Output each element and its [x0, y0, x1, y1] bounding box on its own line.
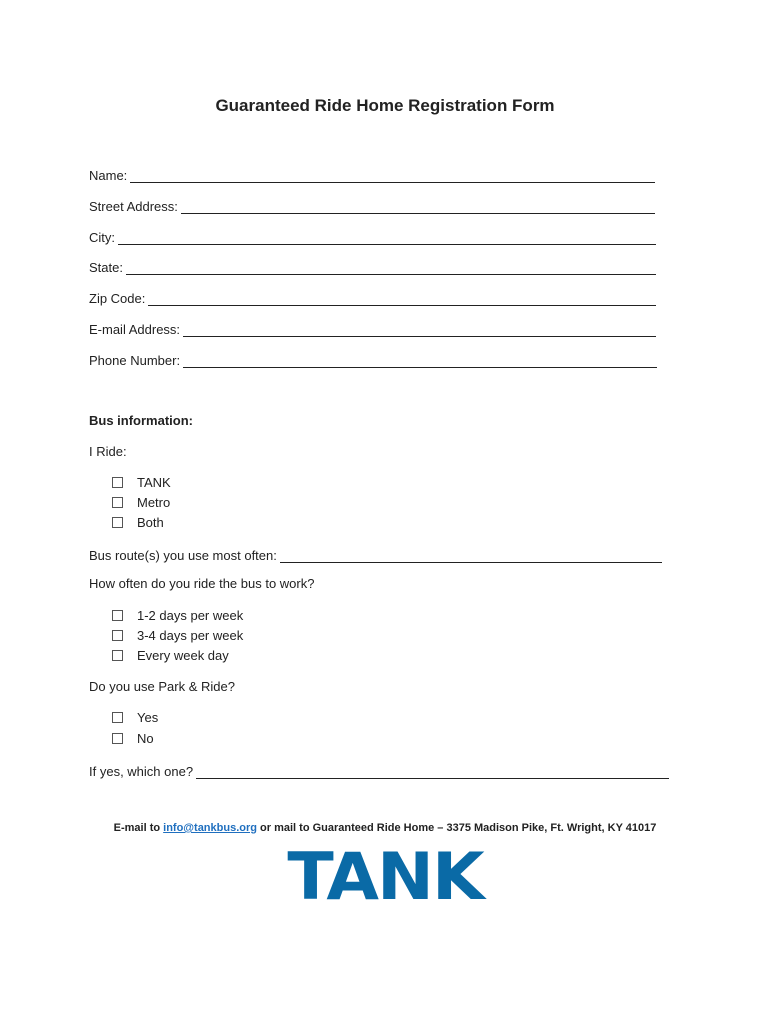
email-field[interactable]: [89, 319, 656, 337]
name-line[interactable]: [130, 168, 655, 183]
option-label: Metro: [137, 495, 171, 510]
phone-field[interactable]: [89, 350, 657, 368]
option-label: Every week day: [137, 648, 229, 663]
checkbox[interactable]: [112, 517, 123, 528]
option-label: No: [137, 731, 154, 746]
which-one-field[interactable]: [89, 761, 669, 779]
which-one-label: If yes, which one?: [89, 764, 194, 779]
page-title: Guaranteed Ride Home Registration Form: [215, 96, 555, 115]
footer-prefix: E-mail to: [113, 822, 164, 834]
option-label: 1-2 days per week: [137, 608, 244, 623]
park-ride-question: Do you use Park & Ride?: [89, 679, 235, 694]
park-ride-no[interactable]: [112, 731, 154, 746]
city-label: City:: [89, 230, 115, 245]
bus-route-field[interactable]: [89, 545, 662, 563]
checkbox[interactable]: [112, 630, 123, 641]
ride-option-metro[interactable]: [112, 495, 170, 510]
phone-line[interactable]: [183, 353, 657, 368]
frequency-option-1-2[interactable]: [112, 608, 243, 623]
checkbox[interactable]: [112, 610, 123, 621]
email-label: E-mail Address:: [89, 322, 181, 337]
bus-info-heading: Bus information:: [89, 413, 193, 428]
option-label: TANK: [137, 475, 171, 490]
option-label: Yes: [137, 710, 159, 725]
city-field[interactable]: [89, 227, 656, 245]
which-one-line[interactable]: [196, 764, 669, 779]
state-label: State:: [89, 260, 123, 275]
frequency-option-every-day[interactable]: [112, 648, 229, 663]
checkbox[interactable]: [112, 650, 123, 661]
state-field[interactable]: [89, 257, 656, 275]
street-address-field[interactable]: [89, 196, 655, 214]
zip-code-line[interactable]: [148, 291, 656, 306]
street-address-label: Street Address:: [89, 199, 178, 214]
frequency-question: How often do you ride the bus to work?: [89, 576, 315, 591]
footer-suffix: or mail to Guaranteed Ride Home – 3375 Madison Pike, Ft. Wright, KY 41017: [256, 822, 657, 834]
zip-code-label: Zip Code:: [89, 291, 146, 306]
state-line[interactable]: [126, 260, 656, 275]
bus-route-line[interactable]: [280, 548, 662, 563]
frequency-option-3-4[interactable]: [112, 628, 243, 643]
bus-route-label: Bus route(s) you use most often:: [89, 548, 277, 563]
ride-option-both[interactable]: [112, 515, 164, 530]
checkbox[interactable]: [112, 497, 123, 508]
checkbox[interactable]: [112, 733, 123, 744]
name-label: Name:: [89, 168, 128, 183]
ride-option-tank[interactable]: [112, 475, 171, 490]
i-ride-label: I Ride:: [89, 444, 127, 459]
checkbox[interactable]: [112, 712, 123, 723]
email-link[interactable]: info@tankbus.org: [163, 822, 257, 834]
checkbox[interactable]: [112, 477, 123, 488]
name-field[interactable]: [89, 165, 655, 183]
zip-code-field[interactable]: [89, 288, 656, 306]
option-label: 3-4 days per week: [137, 628, 244, 643]
email-line[interactable]: [183, 322, 656, 337]
park-ride-yes[interactable]: [112, 710, 158, 725]
city-line[interactable]: [118, 230, 656, 245]
street-address-line[interactable]: [181, 199, 655, 214]
option-label: Both: [137, 515, 164, 530]
phone-label: Phone Number:: [89, 353, 181, 368]
footer-text: [0, 822, 770, 834]
tank-logo: TANK: [287, 839, 483, 916]
